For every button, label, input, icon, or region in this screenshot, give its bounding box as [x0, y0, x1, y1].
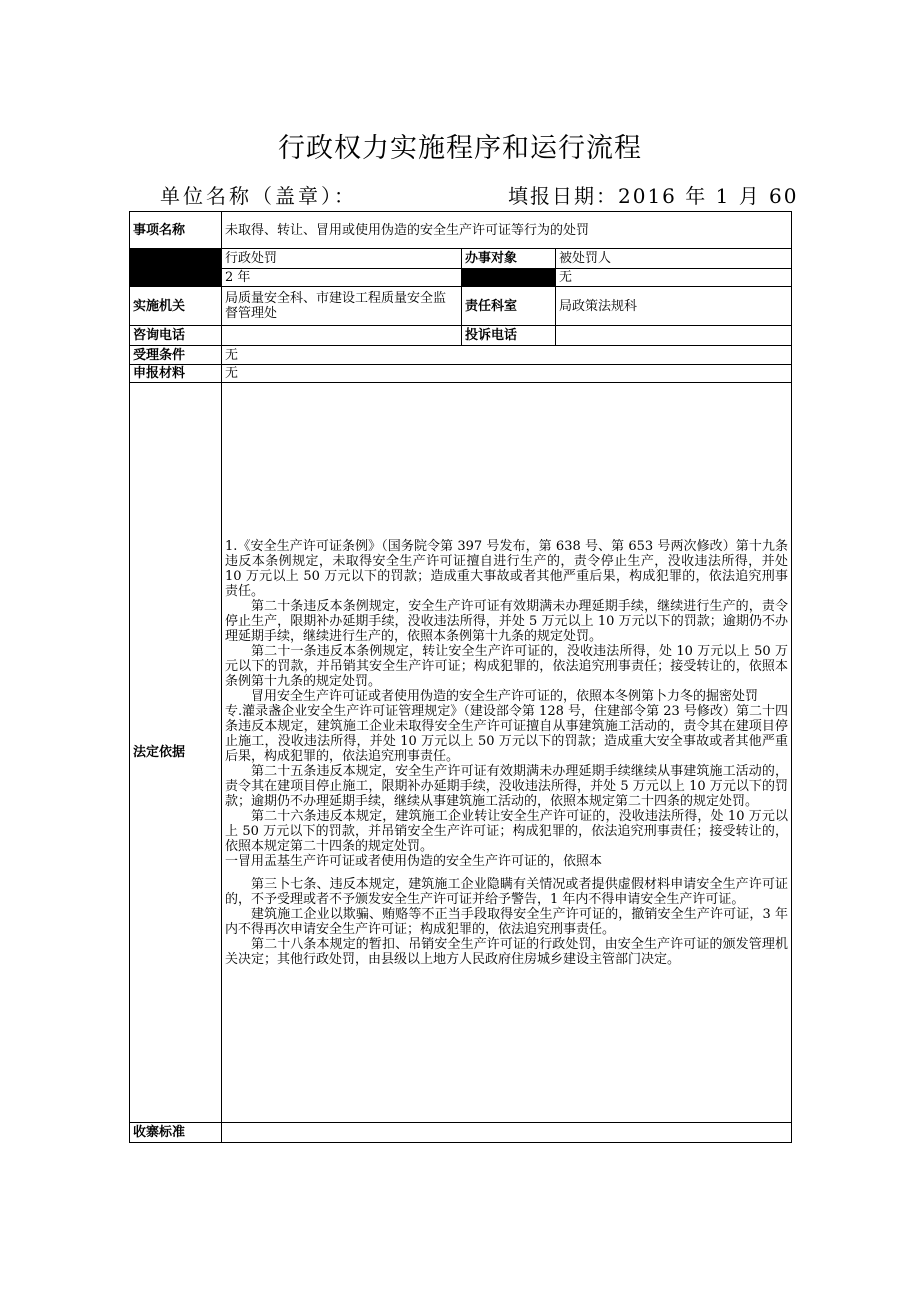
basis-paragraph: 第二十一条违反本条例规定，转让安全生产许可证的，没收违法所得，处 10 万元以上 50 万元以下的罚款，并吊销其安全生产许可证；构成犯罪的，依法追究刑事责任；接受转让的，依照本条例第十九条的规定处罚。 [225, 643, 788, 689]
basis-paragraph: 第二十条违反本条例规定，安全生产许可证有效期满未办理延期手续，继续进行生产的，责令停止生产，限期补办延期手续，没收违法所得，并处 5 万元以上 10 万元以下的罚款；逾期仍不办理延期手续，继续进行生产的，依照本条例第十九条的规定处罚。 [225, 598, 788, 644]
row-conditions [130, 346, 792, 365]
item-name-label: 事项名称 [130, 212, 222, 249]
period-value-2: 无 [556, 269, 792, 287]
materials-value: 无 [222, 365, 792, 383]
redacted-label [462, 269, 556, 287]
conditions-label: 受理条件 [130, 346, 222, 365]
page-title: 行政权力实施程序和运行流程 [278, 133, 642, 164]
row-type [130, 249, 792, 269]
row-agency [130, 287, 792, 326]
complaint-phone-value [556, 326, 792, 346]
period-value: 2 年 [222, 269, 462, 287]
basis-paragraph: 第二十六条违反本规定，建筑施工企业转让安全生产许可证的，没收违法所得，处 10 万元以上 50 万元以下的罚款，并吊销安全生产许可证；构成犯罪的，依法追究刑事责任；接受转让的，依照本规定第二十四条的规定处罚。 [225, 808, 788, 854]
row-period [130, 269, 792, 287]
row-item-name [130, 212, 792, 249]
fees-label: 收寨标准 [130, 1123, 222, 1143]
fees-value [222, 1123, 792, 1143]
process-table [129, 211, 792, 1143]
row-phone [130, 326, 792, 346]
item-name-value: 未取得、转让、冒用或使用伪造的安全生产许可证等行为的处罚 [222, 212, 792, 249]
legal-basis-text [222, 383, 792, 1123]
fill-date-label: 填报日期：2016 年 1 月 60 [508, 184, 799, 208]
dept-label: 责任科室 [462, 287, 556, 326]
legal-basis-label: 法定依据 [130, 383, 222, 1123]
agency-value: 局质量安全科、市建设工程质量安全监督管理处 [222, 287, 462, 326]
conditions-value: 无 [222, 346, 792, 365]
complaint-phone-label: 投诉电话 [462, 326, 556, 346]
materials-label: 申报材料 [130, 365, 222, 383]
basis-paragraph: 第三卜七条、违反本规定，建筑施工企业隐瞒有关情况或者提供虚假材料申请安全生产许可证的，不予受理或者不予颁发安全生产许可证并给予警告，1 年内不得申请安全生产许可证。 [225, 876, 788, 907]
agency-label: 实施机关 [130, 287, 222, 326]
basis-paragraph: 第二十八条本规定的暂扣、吊销安全生产许可证的行政处罚，由安全生产许可证的颁发管理机关决定；其他行政处罚，由县级以上地方人民政府住房城乡建设主管部门决定。 [225, 936, 788, 967]
basis-paragraph: 一冒用盂基生产许可证或者使用伪造的安全生产许可证的，依照本 [225, 853, 603, 869]
unit-name-label: 单位名称（盖章）： [160, 184, 357, 208]
basis-paragraph: 第二十五条违反本规定，安全生产许可证有效期满未办理延期手续继续从事建筑施工活动的，责令其在建项目停止施工，限期补办延期手续，没收违法所得，并处 5 万元以上 10 万元以下的罚款；逾期仍不办理延期手续，继续从事建筑施工活动的，依照本规定第二十四条的规定处罚。 [225, 763, 788, 809]
basis-paragraph: 建筑施工企业以欺骗、贿赂等不正当手段取得安全生产许可证的，撤销安全生产许可证，3 年内不得再次申请安全生产许可证；构成犯罪的，依法追究刑事责任。 [225, 906, 788, 937]
consult-phone-label: 咨询电话 [130, 326, 222, 346]
redacted-label [130, 249, 222, 269]
consult-phone-value [222, 326, 462, 346]
basis-paragraph: 冒用安全生产许可证或者使用伪造的安全生产许可证的，依照本冬例第卜力冬的掘密处罚 [251, 688, 759, 704]
dept-value: 局政策法规科 [556, 287, 792, 326]
basis-paragraph: 1.《安全生产许可证条例》（国务院令第 397 号发布，第 638 号、第 653 号两次修改）第十九条违反本条例规定，未取得安全生产许可证擅自进行生产的，责令停止生产，没收违法所得，并处 10 万元以上 50 万元以下的罚款；造成重大事故或者其他严重后果，构成犯罪的，依法追究刑事责任。 [225, 538, 788, 599]
row-fees [130, 1123, 792, 1143]
row-legal-basis [130, 383, 792, 1123]
type-value: 行政处罚 [222, 249, 462, 269]
target-value: 被处罚人 [556, 249, 792, 269]
redacted-label [130, 269, 222, 287]
target-label: 办事对象 [462, 249, 556, 269]
basis-paragraph: 专.灌录盏企业安全生产许可证管理规定》（建设部令第 128 号，住建部令第 23 号修改）第二十四条违反本规定，建筑施工企业未取得安全生产许可证擅自从事建筑施工活动的，责令其在建项目停止施工，没收违法所得，并处 10 万元以上 50 万元以下的罚款；造成重大安全事故或者其他严重后果，构成犯罪的，依法追究刑事责任。 [225, 703, 788, 764]
row-materials [130, 365, 792, 383]
